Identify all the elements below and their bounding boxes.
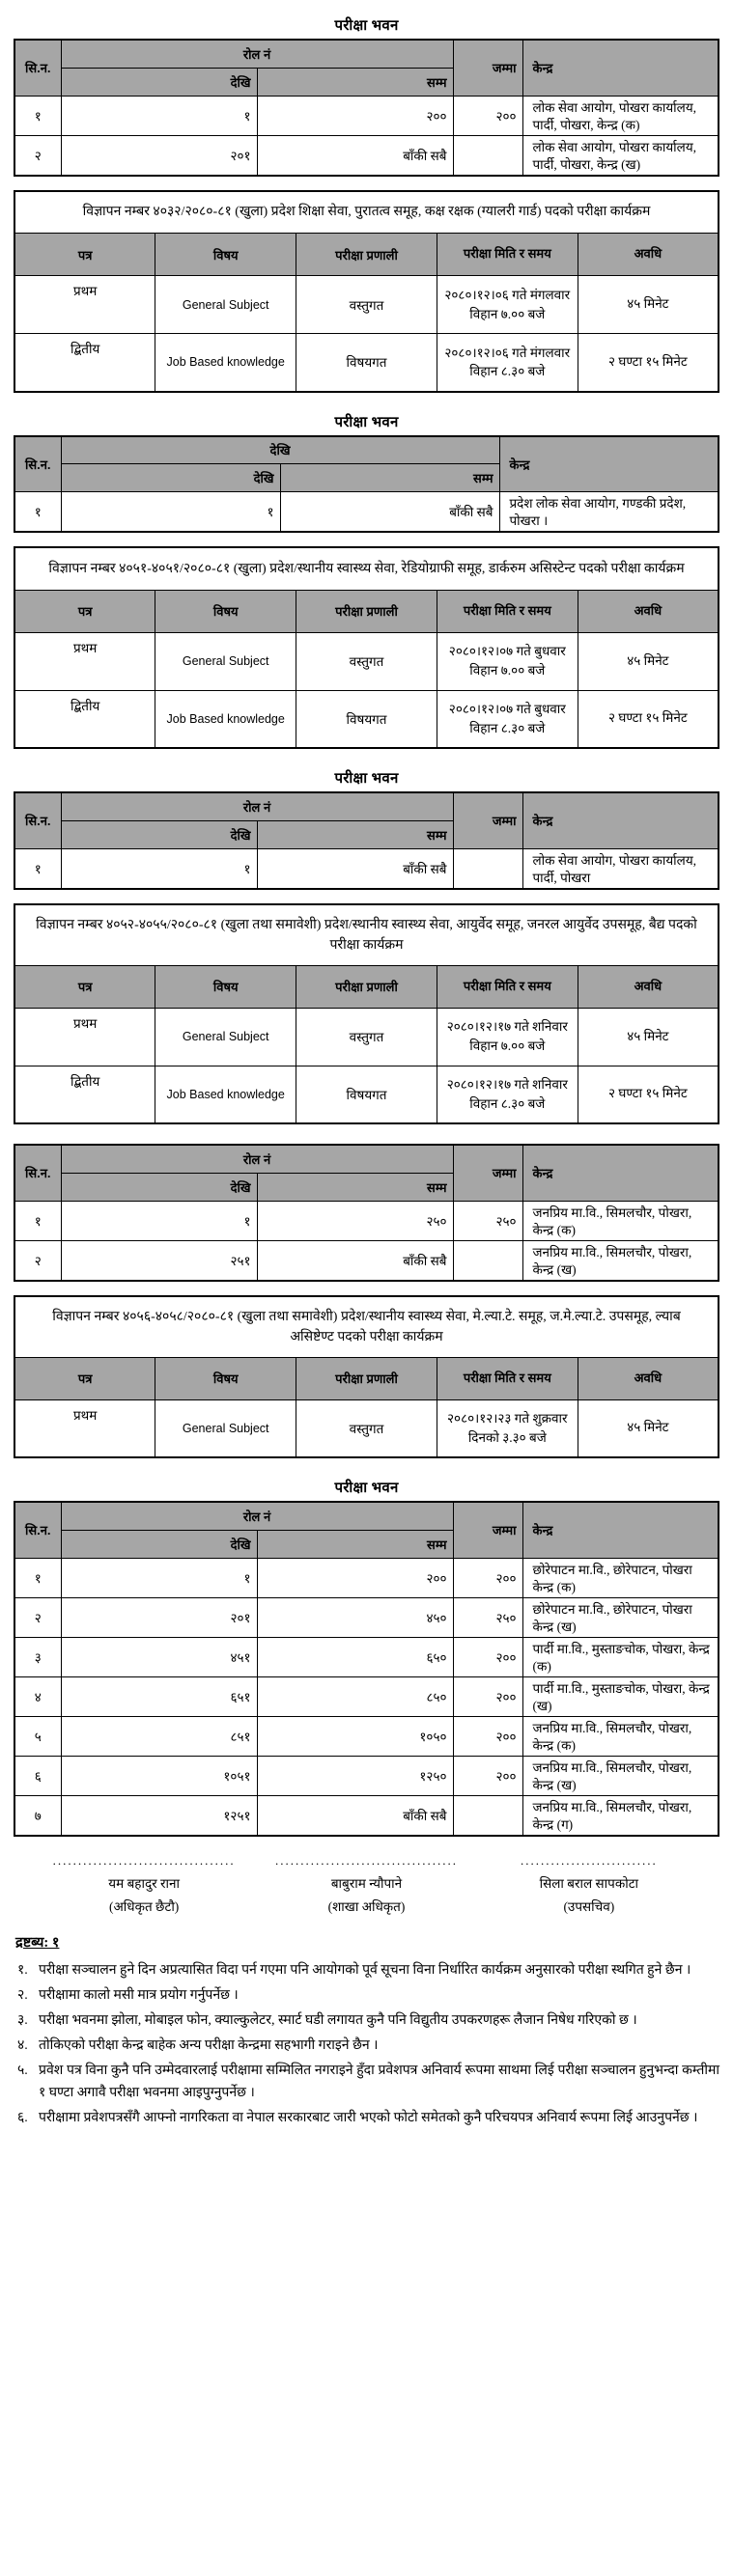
advertisement-heading: विज्ञापन नम्बर ४०५६-४०५८/२०८०-८१ (खुला तथा समावेशी) प्रदेश/स्थानीय स्वास्थ्य सेवा, मे.ल्या.टे. समूह, ज.मे.ल्या.टे. उपसमूह, ल्याब असिष्टेण्ट पदको परीक्षा कार्यक्रम	[14, 1296, 719, 1358]
signature-block	[33, 1850, 255, 1919]
exam-hall-title: परीक्षा भवन	[334, 1480, 399, 1496]
table-row	[14, 135, 719, 176]
note-text: परीक्षामा कालो मसी मात्र प्रयोग गर्नुपर्नेछ ।	[39, 1987, 239, 2003]
header-roll-from: देखि	[61, 68, 257, 96]
exam-time: विहान ८.३० बजे	[469, 364, 546, 379]
subject-name: General Subject	[182, 1030, 269, 1043]
cell-duration: २ घण्टा १५ मिनेट	[578, 1066, 719, 1123]
cell-center-name: जनप्रिय मा.वि., सिमलचौर, पोखरा, केन्द्र (क)	[522, 1716, 719, 1756]
signatory-name: सिला बराल सापकोटा	[539, 1876, 638, 1892]
cell-total: २००	[453, 1716, 522, 1756]
header-roll-from: देखि	[61, 464, 280, 492]
note-text: परीक्षा भवनमा झोला, मोबाइल फोन, क्याल्कुलेटर, स्मार्ट घडी लगायत कुनै पनि विद्युतीय उपकरणहरू लैजान निषेध गरिएको छ ।	[39, 2012, 637, 2028]
advertisement-heading: विज्ञापन नम्बर ४०५१-४०५१/२०८०-८१ (खुला) प्रदेश/स्थानीय स्वास्थ्य सेवा, रेडियोग्राफी समूह, डार्करुम असिस्टेन्ट पदको परीक्षा कार्यक्रम	[14, 547, 719, 590]
schedule-table-block	[14, 1295, 719, 1459]
header-exam-mode: परीक्षा प्रणाली	[296, 234, 437, 276]
cell-serial-no: ३	[14, 1637, 61, 1676]
note-number: ५.	[17, 2063, 28, 2078]
note-number: ३.	[17, 2012, 28, 2028]
signatory-role: (उपसचिव)	[563, 1898, 615, 1914]
header-center: केन्द्र	[522, 1145, 719, 1201]
cell-serial-no: ५	[14, 1716, 61, 1756]
header-subject: विषय	[155, 1357, 296, 1399]
header-total: जम्मा	[453, 1502, 522, 1558]
exam-date: २०८०।१२।१७ गते शनिवार	[446, 1019, 568, 1035]
table-row	[14, 848, 719, 889]
header-exam-datetime: परीक्षा मिति र समय	[437, 234, 578, 276]
table-row	[14, 334, 719, 392]
exam-schedule-table	[14, 546, 719, 749]
cell-roll-to: बाँकी सबै	[257, 848, 453, 889]
cell-duration: ४५ मिनेट	[578, 1008, 719, 1066]
cell-paper: प्रथम	[14, 632, 155, 690]
cell-duration: ४५ मिनेट	[578, 1399, 719, 1457]
subject-name: Job Based knowledge	[166, 355, 285, 370]
cell-exam-datetime	[437, 1008, 578, 1066]
cell-subject	[155, 1066, 296, 1123]
cell-subject	[155, 632, 296, 690]
table-row	[14, 492, 719, 533]
signatory-name: यम बहादुर राना	[108, 1876, 181, 1892]
subject-name: General Subject	[182, 297, 269, 312]
cell-roll-to: बाँकी सबै	[257, 1240, 453, 1281]
list-item	[14, 2060, 719, 2104]
header-center: केन्द्र	[522, 1502, 719, 1558]
cell-roll-to: बाँकी सबै	[280, 492, 499, 533]
cell-roll-to: बाँकी सबै	[257, 135, 453, 176]
header-exam-mode: परीक्षा प्रणाली	[296, 965, 437, 1008]
cell-exam-datetime	[437, 276, 578, 334]
table-row	[14, 1240, 719, 1281]
cell-center-name: जनप्रिय मा.वि., सिमलचौर, पोखरा, केन्द्र (ग)	[522, 1795, 719, 1836]
cell-roll-to: २००	[257, 1558, 453, 1597]
note-text: परीक्षा सञ्चालन हुने दिन अप्रत्यासित विदा पर्न गएमा पनि आयोगको पूर्व सूचना विना निर्धारित कार्यक्रम अनुसारको परीक्षा स्थगित हुने छैन ।	[39, 1962, 691, 1978]
list-item	[14, 2009, 719, 2032]
cell-center-name: जनप्रिय मा.वि., सिमलचौर, पोखरा, केन्द्र (ख)	[522, 1756, 719, 1795]
note-text: परीक्षामा प्रवेशपत्रसँगै आफ्नो नागरिकता वा नेपाल सरकारबाट जारी भएको फोटो समेतको कुनै परिचयपत्र अनिवार्य रूपमा लिई आउनुपर्नेछ ।	[39, 2111, 698, 2126]
list-item	[14, 1984, 719, 2007]
cell-exam-datetime	[437, 1066, 578, 1123]
header-paper: पत्र	[14, 590, 155, 632]
cell-paper: द्बितीय	[14, 1066, 155, 1123]
cell-serial-no: १	[14, 1201, 61, 1240]
header-serial-no: सि.न.	[14, 436, 61, 492]
cell-total: २००	[453, 1637, 522, 1676]
roll-number-table	[14, 435, 719, 534]
table-row	[14, 1716, 719, 1756]
cell-duration: ४५ मिनेट	[578, 632, 719, 690]
cell-total: २५०	[453, 1201, 522, 1240]
header-center: केन्द्र	[522, 792, 719, 848]
header-center: केन्द्र	[522, 40, 719, 96]
exam-schedule-table	[14, 1295, 719, 1459]
subject-name: Job Based knowledge	[166, 711, 285, 726]
cell-subject	[155, 276, 296, 334]
cell-duration: ४५ मिनेट	[578, 276, 719, 334]
header-exam-mode: परीक्षा प्रणाली	[296, 1357, 437, 1399]
header-roll-no: रोल नं	[61, 792, 453, 820]
table-row	[14, 276, 719, 334]
table-row	[14, 1676, 719, 1716]
signature-row	[14, 1850, 719, 1919]
table-row	[14, 1637, 719, 1676]
header-roll-no: रोल नं	[61, 40, 453, 68]
header-serial-no: सि.न.	[14, 40, 61, 96]
cell-center-name: प्रदेश लोक सेवा आयोग, गण्डकी प्रदेश, पोखरा ।	[499, 492, 719, 533]
note-number: १.	[17, 1962, 28, 1978]
cell-exam-datetime	[437, 1399, 578, 1457]
seat-table-block	[14, 1144, 719, 1282]
exam-hall-title: परीक्षा भवन	[334, 17, 399, 34]
header-roll-no: रोल नं	[61, 1145, 453, 1173]
header-exam-mode: परीक्षा प्रणाली	[296, 590, 437, 632]
advertisement-heading: विज्ञापन नम्बर ४०३२/२०८०-८१ (खुला) प्रदेश शिक्षा सेवा, पुरातत्व समूह, कक्ष रक्षक (ग्यालरी गार्ड) पदको परीक्षा कार्यक्रम	[14, 191, 719, 234]
cell-roll-from: ८५१	[61, 1716, 257, 1756]
notes-list	[14, 1959, 719, 2130]
cell-serial-no: १	[14, 492, 61, 533]
list-item	[14, 2035, 719, 2057]
roll-number-table	[14, 1501, 719, 1837]
header-roll-no: देखि	[61, 436, 499, 464]
cell-roll-to: २००	[257, 96, 453, 135]
header-total: जम्मा	[453, 792, 522, 848]
cell-total	[453, 135, 522, 176]
exam-date: २०८०।१२।१७ गते शनिवार	[446, 1077, 568, 1093]
note-number: २.	[17, 1987, 28, 2003]
schedule-table-block	[14, 546, 719, 749]
advertisement-heading: विज्ञापन नम्बर ४०५२-४०५५/२०८०-८१ (खुला तथा समावेशी) प्रदेश/स्थानीय स्वास्थ्य सेवा, आयुर्वेद समूह, जनरल आयुर्वेद उपसमूह, बैद्य पदको परीक्षा कार्यक्रम	[14, 904, 719, 966]
exam-time: विहान ७.०० बजे	[469, 1039, 546, 1053]
seat-table-block	[14, 768, 719, 890]
note-number: ४.	[17, 2037, 28, 2053]
cell-roll-from: ४५१	[61, 1637, 257, 1676]
header-exam-datetime: परीक्षा मिति र समय	[437, 965, 578, 1008]
cell-total	[453, 1795, 522, 1836]
cell-total: २५०	[453, 1597, 522, 1637]
header-center: केन्द्र	[499, 436, 719, 492]
cell-total	[453, 1240, 522, 1281]
note-text: प्रवेश पत्र विना कुनै पनि उम्मेदवारलाई परीक्षामा सम्मिलित नगराइने हुँदा प्रवेशपत्र अनिवार्य रूपमा साथमा लिई परीक्षा सञ्चालन हुनुभन्दा कम्तीमा १ घण्टा अगावै परीक्षा भवनमा आइपुग्नुपर्नेछ ।	[39, 2063, 719, 2100]
cell-serial-no: ७	[14, 1795, 61, 1836]
signatory-role: (शाखा अधिकृत)	[327, 1898, 406, 1914]
cell-roll-from: २०१	[61, 1597, 257, 1637]
cell-roll-from: १	[61, 492, 280, 533]
cell-subject	[155, 690, 296, 748]
table-row	[14, 1008, 719, 1066]
header-duration: अवधि	[578, 590, 719, 632]
header-serial-no: सि.न.	[14, 1502, 61, 1558]
exam-schedule-table	[14, 903, 719, 1125]
cell-center-name: लोक सेवा आयोग, पोखरा कार्यालय, पार्दी, पोखरा	[522, 848, 719, 889]
header-subject: विषय	[155, 234, 296, 276]
cell-roll-to: १०५०	[257, 1716, 453, 1756]
cell-exam-mode: विषयगत	[296, 334, 437, 392]
table-row	[14, 96, 719, 135]
cell-exam-mode: वस्तुगत	[296, 1008, 437, 1066]
cell-center-name: लोक सेवा आयोग, पोखरा कार्यालय, पार्दी, पोखरा, केन्द्र (ख)	[522, 135, 719, 176]
cell-exam-mode: वस्तुगत	[296, 1399, 437, 1457]
schedule-table-block	[14, 903, 719, 1125]
cell-roll-from: १	[61, 1201, 257, 1240]
cell-exam-datetime	[437, 690, 578, 748]
header-duration: अवधि	[578, 965, 719, 1008]
exam-time: विहान ८.३० बजे	[469, 720, 546, 735]
cell-paper: द्बितीय	[14, 334, 155, 392]
cell-center-name: छोरेपाटन मा.वि., छोरेपाटन, पोखरा केन्द्र (ख)	[522, 1597, 719, 1637]
cell-serial-no: १	[14, 1558, 61, 1597]
cell-roll-from: २५१	[61, 1240, 257, 1281]
cell-roll-to: ४५०	[257, 1597, 453, 1637]
table-row	[14, 632, 719, 690]
cell-roll-from: २०१	[61, 135, 257, 176]
sections-container	[14, 15, 719, 1458]
cell-center-name: जनप्रिय मा.वि., सिमलचौर, पोखरा, केन्द्र (क)	[522, 1201, 719, 1240]
cell-serial-no: २	[14, 135, 61, 176]
signature-line: ....................................	[274, 1852, 458, 1868]
cell-roll-to: ८५०	[257, 1676, 453, 1716]
header-roll-from: देखि	[61, 820, 257, 848]
header-roll-to: सम्म	[257, 1530, 453, 1558]
roll-number-table	[14, 39, 719, 177]
exam-time: दिनको ३.३० बजे	[467, 1429, 547, 1445]
header-total: जम्मा	[453, 40, 522, 96]
header-subject: विषय	[155, 590, 296, 632]
cell-center-name: पार्दी मा.वि., मुस्ताङचोक, पोखरा, केन्द्र (ख)	[522, 1676, 719, 1716]
list-item	[14, 2107, 719, 2129]
cell-exam-datetime	[437, 632, 578, 690]
cell-paper: प्रथम	[14, 276, 155, 334]
seat-table-block	[14, 1478, 719, 1837]
exam-date: २०८०।१२।०७ गते बुधवार	[448, 702, 566, 717]
cell-exam-mode: वस्तुगत	[296, 632, 437, 690]
cell-serial-no: ६	[14, 1756, 61, 1795]
exam-hall-title: परीक्षा भवन	[334, 413, 399, 430]
cell-center-name: जनप्रिय मा.वि., सिमलचौर, पोखरा, केन्द्र (ख)	[522, 1240, 719, 1281]
subject-name: Job Based knowledge	[166, 1087, 285, 1101]
seat-table-block	[14, 15, 719, 177]
subject-name: General Subject	[182, 654, 269, 668]
schedule-table-block	[14, 190, 719, 393]
cell-paper: प्रथम	[14, 1399, 155, 1457]
seat-table-block	[14, 412, 719, 534]
signature-block	[255, 1850, 477, 1919]
exam-date: २०८०।१२।०६ गते मंगलवार	[444, 345, 571, 360]
cell-roll-from: १०५१	[61, 1756, 257, 1795]
header-total: जम्मा	[453, 1145, 522, 1201]
cell-subject	[155, 334, 296, 392]
cell-roll-to: बाँकी सबै	[257, 1795, 453, 1836]
exam-date: २०८०।१२।०७ गते बुधवार	[448, 644, 566, 659]
header-roll-from: देखि	[61, 1173, 257, 1201]
cell-total: २००	[453, 96, 522, 135]
cell-roll-to: ६५०	[257, 1637, 453, 1676]
cell-roll-from: १२५१	[61, 1795, 257, 1836]
header-exam-datetime: परीक्षा मिति र समय	[437, 590, 578, 632]
exam-time: विहान ८.३० बजे	[469, 1095, 546, 1111]
header-serial-no: सि.न.	[14, 792, 61, 848]
roll-number-table	[14, 791, 719, 890]
cell-serial-no: २	[14, 1240, 61, 1281]
table-row	[14, 1795, 719, 1836]
exam-schedule-table	[14, 190, 719, 393]
table-row	[14, 1756, 719, 1795]
cell-serial-no: २	[14, 1597, 61, 1637]
exam-date: २०८०।१२।२३ गते शुक्रवार	[447, 1411, 568, 1426]
cell-roll-from: ६५१	[61, 1676, 257, 1716]
table-row	[14, 1558, 719, 1597]
cell-roll-from: १	[61, 848, 257, 889]
signatory-name: बाबुराम न्यौपाने	[330, 1876, 403, 1892]
cell-serial-no: १	[14, 96, 61, 135]
subject-name: General Subject	[182, 1421, 269, 1435]
cell-exam-mode: विषयगत	[296, 1066, 437, 1123]
cell-total: २००	[453, 1756, 522, 1795]
header-duration: अवधि	[578, 234, 719, 276]
header-roll-to: सम्म	[280, 464, 499, 492]
exam-hall-title: परीक्षा भवन	[334, 770, 399, 787]
cell-center-name: पार्दी मा.वि., मुस्ताङचोक, पोखरा, केन्द्र (क)	[522, 1637, 719, 1676]
cell-subject	[155, 1399, 296, 1457]
cell-duration: २ घण्टा १५ मिनेट	[578, 334, 719, 392]
table-row	[14, 690, 719, 748]
cell-total	[453, 848, 522, 889]
signature-line: ...........................	[520, 1852, 658, 1868]
cell-paper: प्रथम	[14, 1008, 155, 1066]
list-item	[14, 1959, 719, 1981]
notes-title: द्रष्टब्य: १	[15, 1934, 60, 1951]
header-roll-to: सम्म	[257, 68, 453, 96]
cell-roll-from: १	[61, 1558, 257, 1597]
cell-serial-no: ४	[14, 1676, 61, 1716]
cell-exam-datetime	[437, 334, 578, 392]
roll-number-table	[14, 1144, 719, 1282]
signature-block	[478, 1850, 700, 1919]
header-subject: विषय	[155, 965, 296, 1008]
table-row	[14, 1201, 719, 1240]
cell-subject	[155, 1008, 296, 1066]
table-row	[14, 1066, 719, 1123]
cell-duration: २ घण्टा १५ मिनेट	[578, 690, 719, 748]
header-roll-no: रोल नं	[61, 1502, 453, 1530]
cell-exam-mode: विषयगत	[296, 690, 437, 748]
cell-serial-no: १	[14, 848, 61, 889]
cell-center-name: छोरेपाटन मा.वि., छोरेपाटन, पोखरा केन्द्र (क)	[522, 1558, 719, 1597]
header-paper: पत्र	[14, 234, 155, 276]
header-serial-no: सि.न.	[14, 1145, 61, 1201]
header-duration: अवधि	[578, 1357, 719, 1399]
cell-roll-to: २५०	[257, 1201, 453, 1240]
cell-center-name: लोक सेवा आयोग, पोखरा कार्यालय, पार्दी, पोखरा, केन्द्र (क)	[522, 96, 719, 135]
exam-date: २०८०।१२।०६ गते मंगलवार	[444, 287, 571, 302]
header-exam-datetime: परीक्षा मिति र समय	[437, 1357, 578, 1399]
header-paper: पत्र	[14, 1357, 155, 1399]
cell-exam-mode: वस्तुगत	[296, 276, 437, 334]
cell-total: २००	[453, 1558, 522, 1597]
header-roll-to: सम्म	[257, 820, 453, 848]
note-text: तोकिएको परीक्षा केन्द्र बाहेक अन्य परीक्षा केन्द्रमा सहभागी गराइने छैन ।	[39, 2037, 379, 2053]
cell-roll-from: १	[61, 96, 257, 135]
header-roll-to: सम्म	[257, 1173, 453, 1201]
final-seat-table-container	[14, 1478, 719, 1837]
table-row	[14, 1597, 719, 1637]
signatory-role: (अधिकृत छैटौ)	[109, 1898, 180, 1914]
header-roll-from: देखि	[61, 1530, 257, 1558]
table-row	[14, 1399, 719, 1457]
header-paper: पत्र	[14, 965, 155, 1008]
note-number: ६.	[17, 2111, 28, 2126]
signature-line: ....................................	[52, 1852, 236, 1868]
cell-total: २००	[453, 1676, 522, 1716]
exam-time: विहान ७.०० बजे	[469, 306, 546, 321]
cell-roll-to: १२५०	[257, 1756, 453, 1795]
exam-time: विहान ७.०० बजे	[469, 663, 546, 678]
cell-paper: द्बितीय	[14, 690, 155, 748]
